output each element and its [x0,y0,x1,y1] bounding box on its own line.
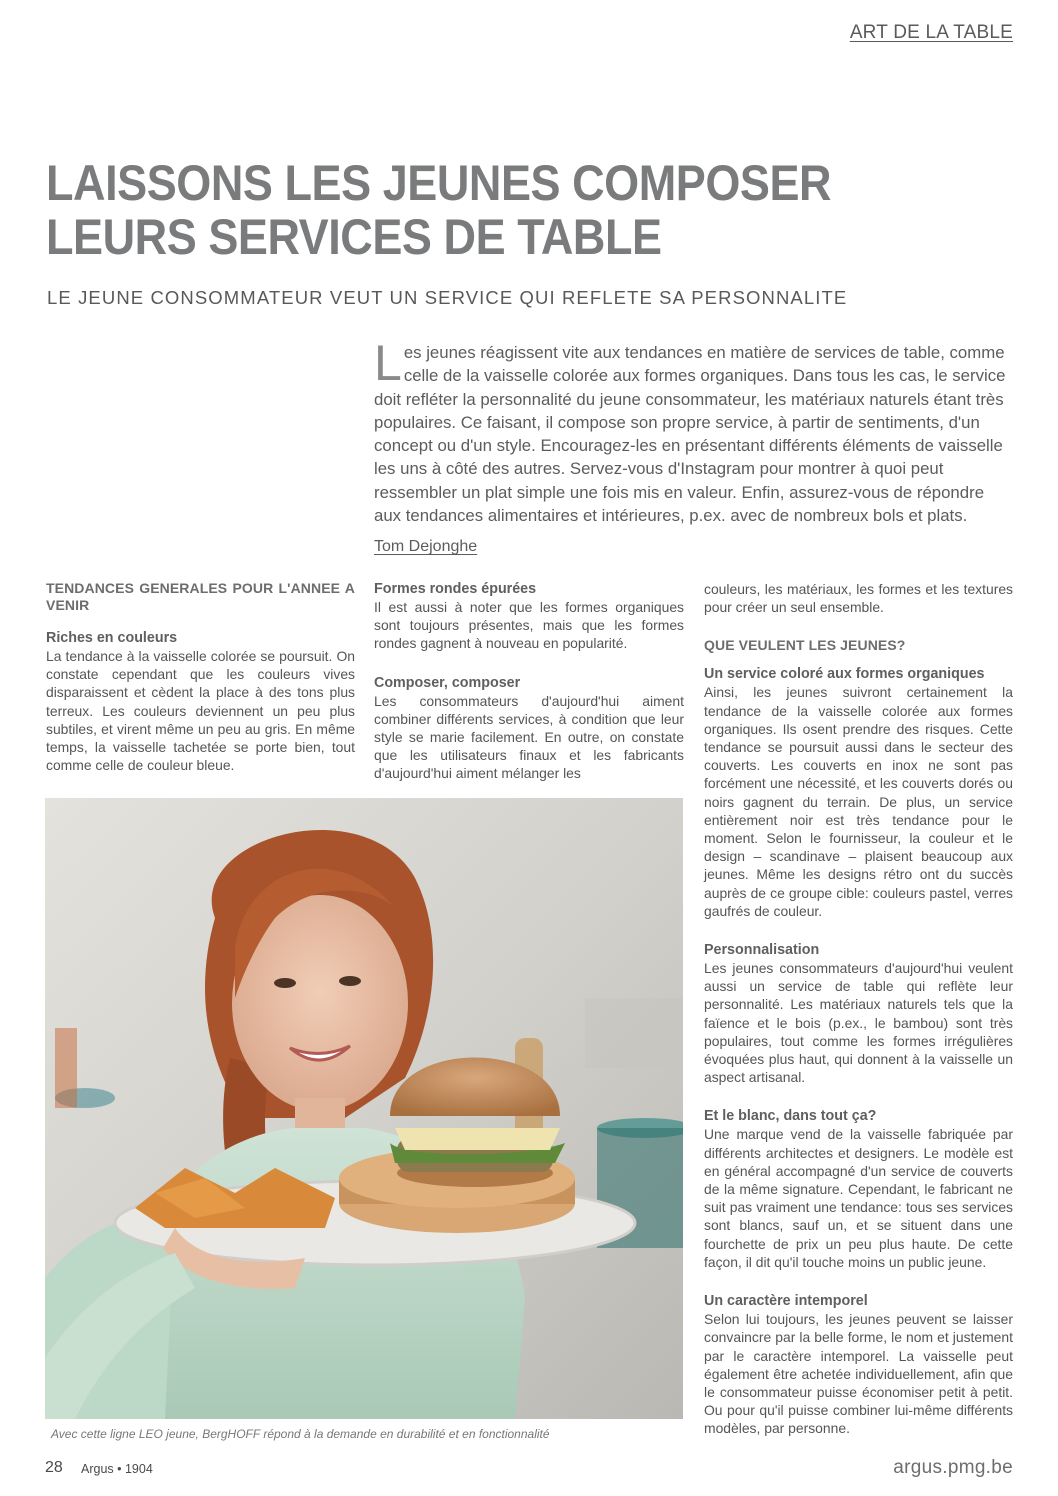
paragraph-timeless: Selon lui toujours, les jeunes peuvent se laisser convaincre par la belle forme, le nom et justement par le caractère intemporel. La vaisselle peut également être achetée individuellement, afin que le consommateur puisse économiser petit à petit. Ou pour qu'il puisse combiner lui-même différents modèles, par personne. [704,1311,1013,1437]
subheading-personalisation: Personnalisation [704,942,820,959]
paragraph-white: Une marque vend de la vaisselle fabriquée par différents architectes et designers. Le modèle est en général accompagné d'un service de couverts de la même signature. Cependant, le fabricant ne suit pas vraiment une tendance: tous ses services sont blancs, sauf un, et se situent dans une fourchette de prix un peu plus haute. De cette façon, il dit qu'il touche moins un public jeune. [704,1126,1013,1270]
section-heading-youth: QUE VEULENT LES JEUNES? [704,637,906,654]
subheading-compose: Composer, composer [374,674,521,691]
column-2 [374,580,684,783]
drop-cap: L [374,335,402,391]
subheadline: LE JEUNE CONSOMMATEUR VEUT UN SERVICE QUI REFLETE SA PERSONNALITE [47,287,848,308]
column-3 [704,580,1013,1438]
website-link[interactable]: argus.pmg.be [893,1457,1013,1478]
author-byline: Tom Dejonghe [374,538,478,555]
photo-illustration [45,798,683,1419]
photo-caption: Avec cette ligne LEO jeune, BergHOFF répond à la demande en durabilité et en fonctionnalité [51,1427,550,1441]
section-label: ART DE LA TABLE [849,22,1013,43]
magazine-issue: Argus • 1904 [81,1462,153,1476]
paragraph-round-shapes: Il est aussi à noter que les formes organiques sont toujours présentes, mais que les formes rondes gagnent à nouveau en popularité. [374,599,684,652]
subheading-colors: Riches en couleurs [46,630,178,646]
intro-text: es jeunes réagissent vite aux tendances en matière de services de table, comme celle de la vaisselle colorée aux formes organiques. Dans tous les cas, le service doit refléter la personnalité du jeune consommateur, les matériaux naturels étant très populaires. Ce faisant, il compose son propre service, à partir de sentiments, d'un concept ou d'un style. Encouragez-les en présentant différents éléments de vaisselle les uns à côté des autres. Servez-vous d'Instagram pour montrer à quoi peut ressembler un plat simple une fois mis en valeur. Enfin, assurez-vous de répondre aux tendances alimentaires et intérieures, p.ex. avec de nombreux bols et plats. [374,343,1006,526]
intro-paragraph [374,335,1014,527]
column-1 [46,580,355,774]
subheading-white: Et le blanc, dans tout ça? [704,1108,877,1125]
section-heading-trends: TENDANCES GENERALES POUR L'ANNEE A VENIR [46,580,355,613]
headline [46,156,910,264]
paragraph-continued: couleurs, les matériaux, les formes et les textures pour créer un seul ensemble. [704,581,1013,616]
subheading-organic-service: Un service coloré aux formes organiques [704,666,985,683]
paragraph-compose: Les consommateurs d'aujourd'hui aiment combiner différents services, à condition que leur style se marie facilement. En outre, on constate que les utilisateurs finaux et les fabricants d'aujourd'hui aiment mélanger les [374,692,684,782]
paragraph-colors: La tendance à la vaisselle colorée se poursuit. On constate cependant que les couleurs vives disparaissent et cèdent la place à des tons plus terreux. Les couleurs deviennent un peu plus subtiles, et virent même un peu au gris. En même temps, la vaisselle tachetée se porte bien, tout comme celle de couleur bleue. [46,648,355,774]
page-number: 28 [45,1459,63,1476]
paragraph-personalisation: Les jeunes consommateurs d'aujourd'hui veulent aussi un service de table qui reflète leur personnalité. Les matériaux naturels tels que la faïence et le bois (p.ex., le bambou) sont très populaires, tout comme les formes irrégulières évoquées plus haut, qui donnent à la vaisselle un aspect artisanal. [704,960,1013,1086]
headline-line-1: LAISSONS LES JEUNES COMPOSER [46,155,832,211]
subheading-round-shapes: Formes rondes épurées [374,581,537,597]
paragraph-organic-service: Ainsi, les jeunes suivront certainement la tendance de la vaisselle colorée aux formes organiques. Ils osent prendre des risques. Cette tendance se poursuit aussi dans le secteur des couverts. Les couverts en inox ne sont pas forcément une nécessité, et les couverts dorés ou noirs gagnent du terrain. De plus, un service entièrement noir est très tendance pour le moment. Selon le fournisseur, la couleur et le design – scandinave – plaisent beaucoup aux jeunes. Même les designs rétro ont du succès auprès de ce groupe cible: couleurs pastel, verres gaufrés de couleur. [704,684,1013,919]
subheading-timeless: Un caractère intemporel [704,1293,868,1310]
headline-line-2: LEURS SERVICES DE TABLE [46,209,662,265]
article-photo [45,798,683,1419]
